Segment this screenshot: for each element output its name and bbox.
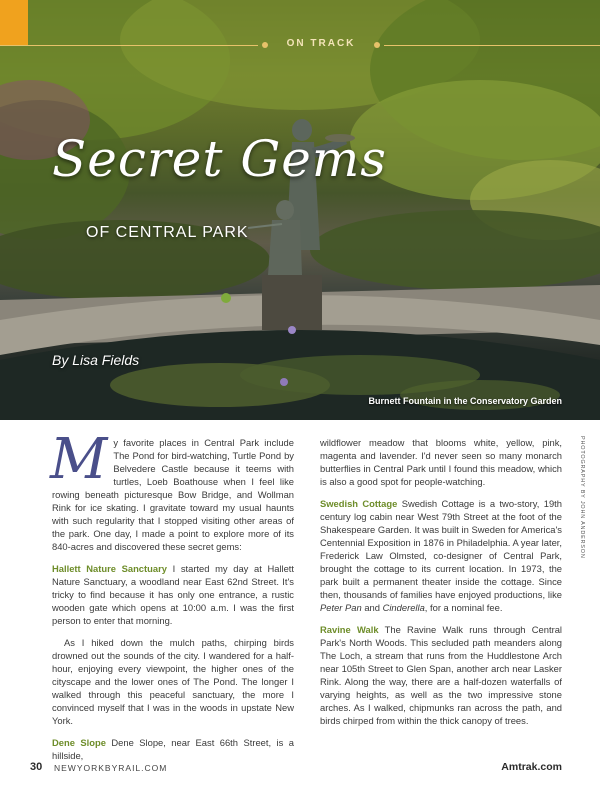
- section-dot-right: [374, 42, 380, 48]
- byline: By Lisa Fields: [52, 352, 140, 368]
- ravine-walk-text: The Ravine Walk runs through Central Park's North Woods. This secluded path meanders along The Loch, a stream that runs from the Huddlestone Arch near 105th Street to Glen Span, another arch near Lasker Rink. Along the way, there are a half-dozen waterfalls of varying heights, as well as the two impressive stone arches. As I walked, chipmunks ran across the path, and birds chirped from within the thick canopy of trees.: [320, 624, 562, 726]
- title-peter-pan: Peter Pan: [320, 602, 362, 613]
- heading-swedish-cottage: Swedish Cottage: [320, 498, 398, 509]
- heading-dene-slope: Dene Slope: [52, 737, 106, 748]
- footer-website: NEWYORKBYRAIL.COM: [54, 763, 168, 773]
- photo-caption: Burnett Fountain in the Conservatory Garden: [368, 396, 562, 406]
- article-title: Secret Gems: [52, 130, 387, 188]
- hallett-text-1: I started my day at Hallett Nature Sanctuary, a woodland near East 62nd Street. It's tricky to find because it has only one entrance, a rustic wooden gate which opens at 10:00 a.m. I was the first person to enter that morning.: [52, 563, 295, 626]
- dene-slope-continuation: wildflower meadow that blooms white, yellow, pink, magenta and lavender. I'd never seen so many monarch butterflies in Central Park until I found this meadow, which is also a good spot for people-watching.: [320, 437, 562, 487]
- section-hallett: [52, 562, 294, 627]
- photo-credit-text: PHOTOGRAPHY BY JOHN ANDERSON: [579, 436, 585, 559]
- heading-ravine-walk: Ravine Walk: [320, 624, 379, 635]
- article-subtitle: OF CENTRAL PARK: [86, 224, 249, 241]
- section-rule-right: [384, 45, 600, 46]
- dene-slope-text: Dene Slope, near East 66th Street, is a hillside,: [52, 737, 294, 761]
- section-dene-slope: [52, 736, 294, 762]
- footer-brand: Amtrak.com: [501, 761, 562, 773]
- section-rule-left: [0, 45, 258, 46]
- section-swedish-cottage: [320, 497, 562, 614]
- section-label: ON TRACK: [286, 38, 356, 49]
- section-color-tab: [0, 0, 28, 46]
- heading-hallett-nature-sanctuary: Hallett Nature Sanctuary: [52, 563, 167, 574]
- hallett-paragraph-2: As I hiked down the mulch paths, chirping birds drowned out the sounds of the city. I wandered for a half-hour, enjoying every viewpoint, the higher ones of the cityscape and the lower ones of The Pond. The longer I walked through this peaceful sanctuary, the more I convinced myself that I was in the woods in upstate New York.: [52, 637, 294, 726]
- intro-text: y favorite places in Central Park include The Pond for bird-watching, Turtle Pond by Belvedere Castle because it teems with turtles, Loeb Boathouse when I feel like rowing beneath picturesque Bow Bridge, and Wollman Rink for ice skating. I gravitate toward my usual haunts with such regularity that I stopped visiting other areas of the park. One day, I made a point to explore more of its 840-acres and discovered these secret gems:: [52, 437, 294, 552]
- page-number: 30: [30, 761, 43, 773]
- article-column-left: [50, 427, 295, 771]
- intro-paragraph: [50, 427, 294, 553]
- section-ravine-walk: [320, 623, 562, 727]
- article-column-right: [320, 436, 562, 736]
- swedish-cottage-text: Swedish Cottage is a two-story, 19th century log cabin near West 79th Street at the foot of the Shakespeare Garden. It was built in Sweden for America's Centennial Exposition in 1876 in Philadelphia. A year later, Frederick Law Olmsted, co-designer of Central Park, brought the cottage to its current location. In 1973, the park built a permanent theater inside the cottage. Since then, thousands of families have enjoyed productions, like: [320, 498, 562, 600]
- drop-cap: M: [50, 427, 108, 492]
- swedish-cottage-ending: , for a nominal fee.: [424, 602, 503, 613]
- title-cinderella: Cinderella: [382, 602, 425, 613]
- conjunction-text: and: [364, 602, 380, 613]
- photo-credit: [576, 436, 588, 559]
